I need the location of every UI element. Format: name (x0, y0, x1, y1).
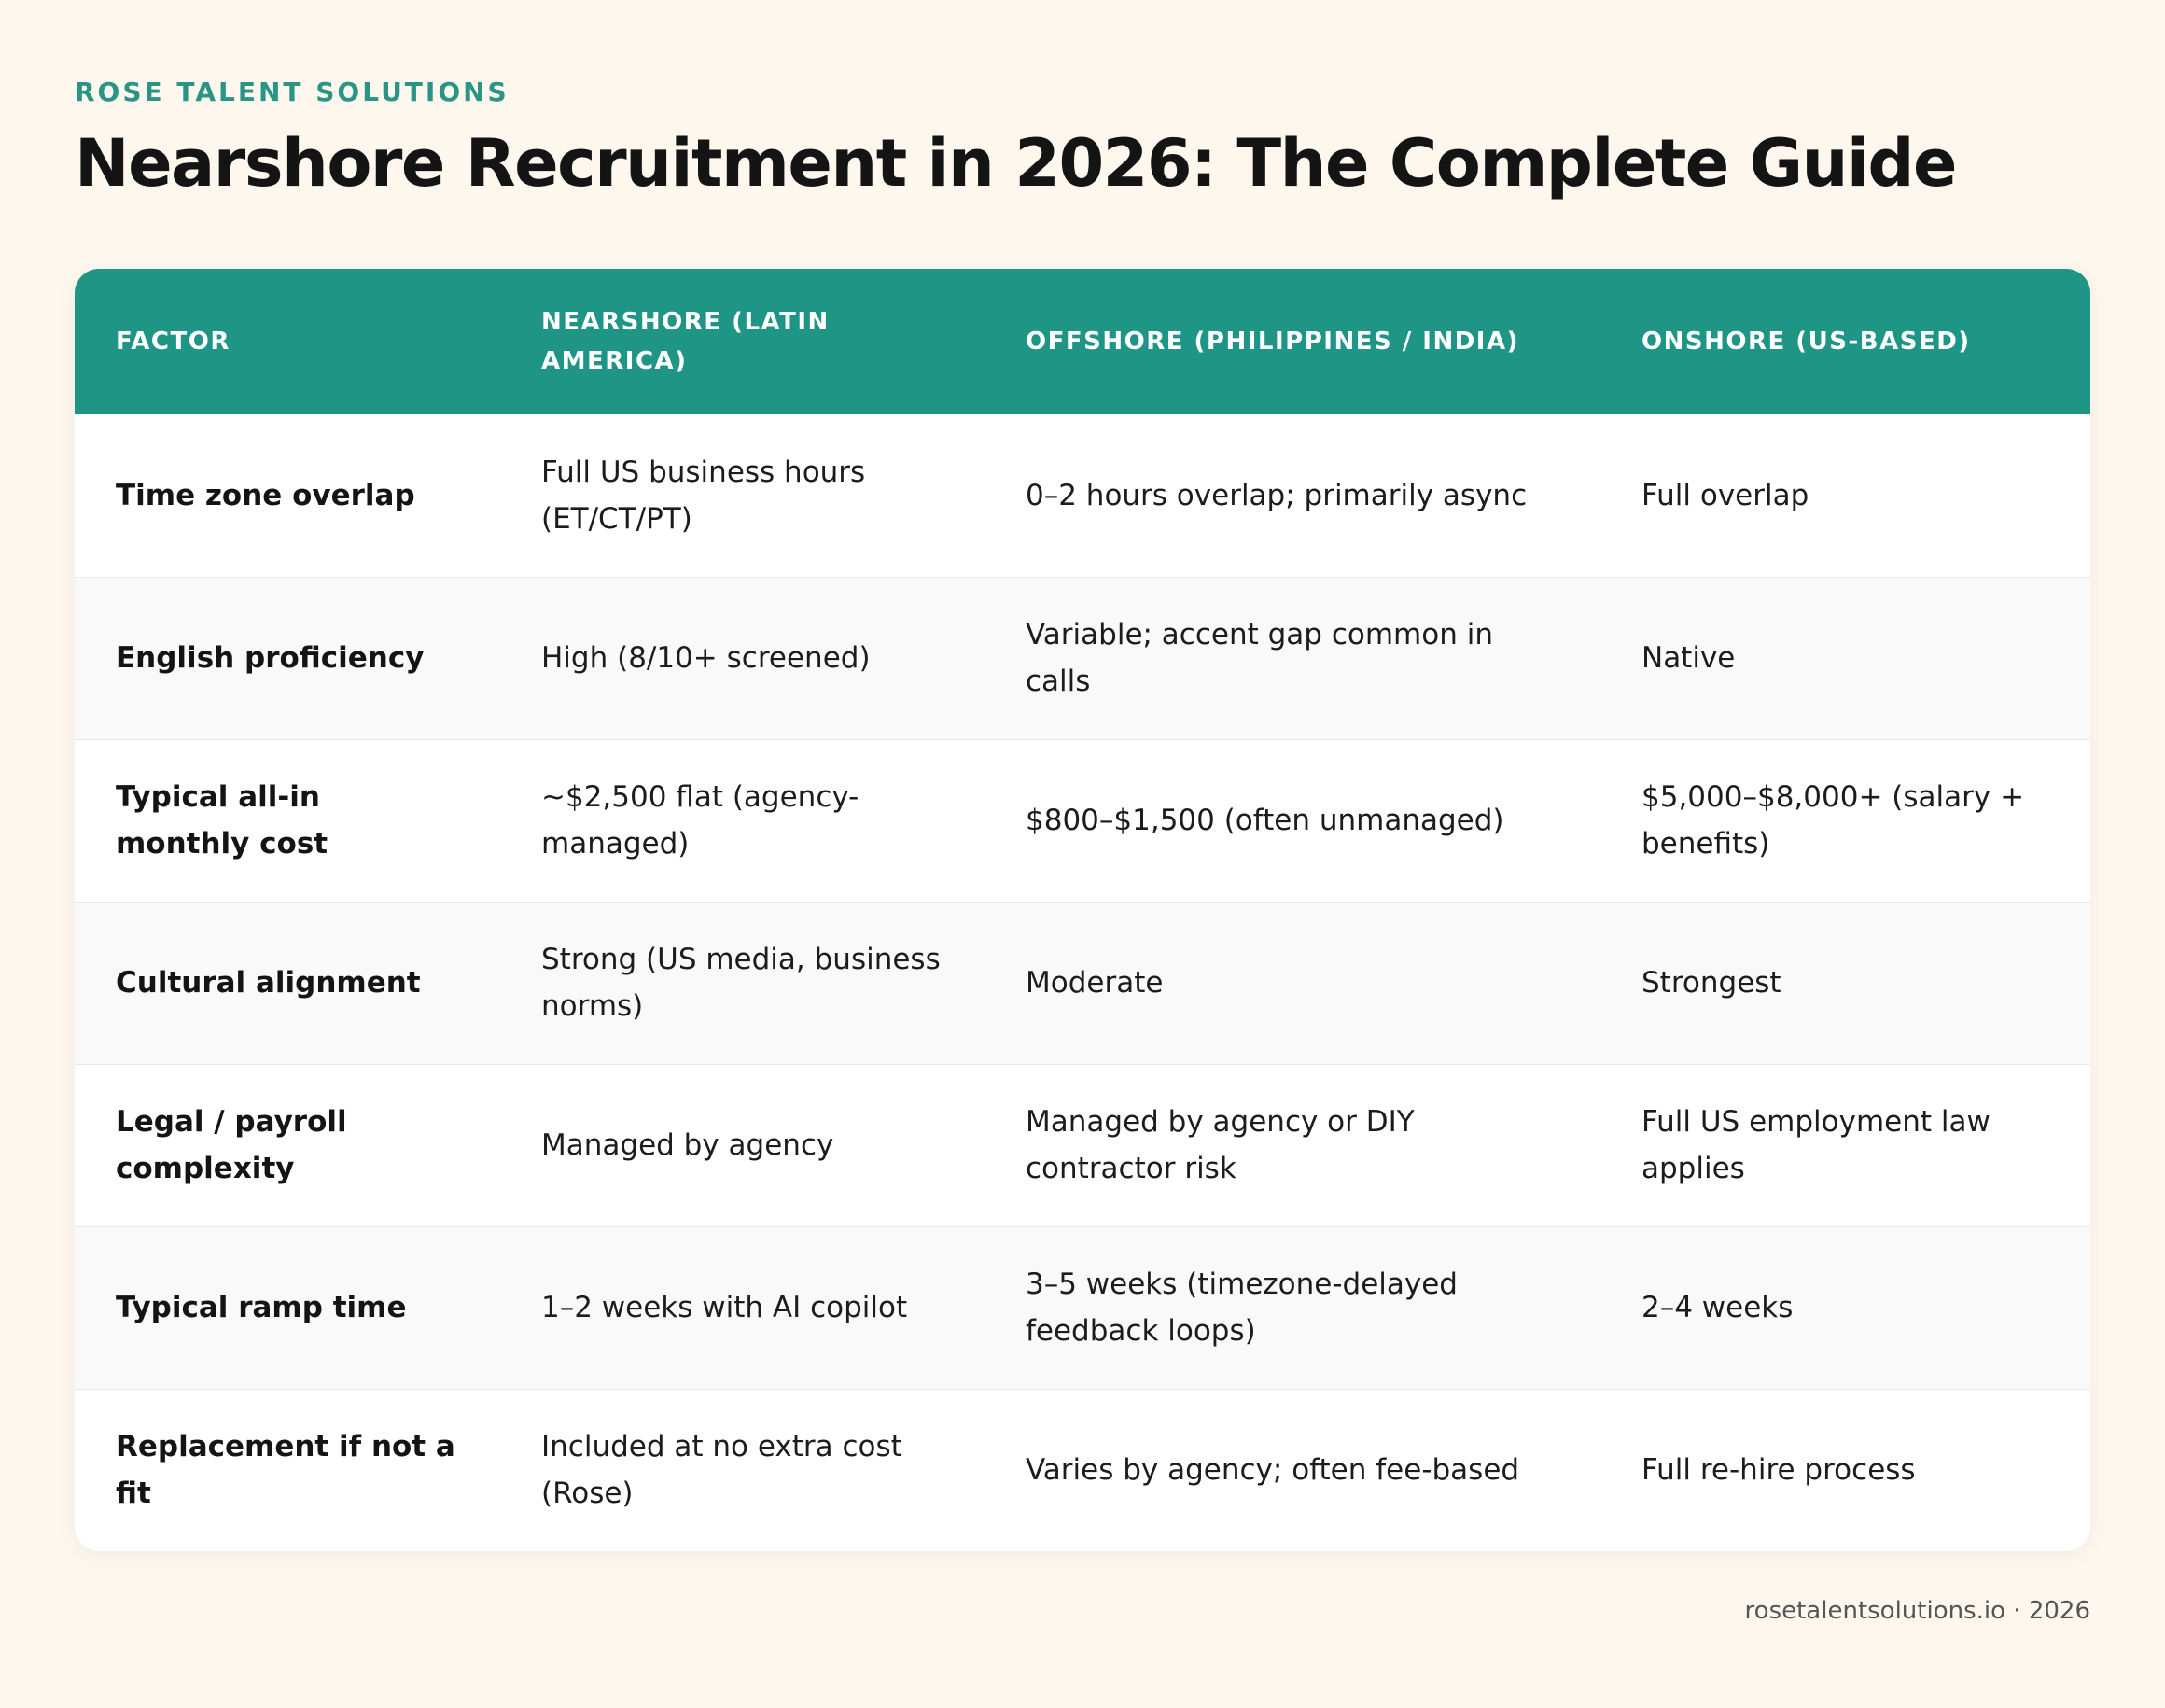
offshore-cell: $800–$1,500 (often unmanaged) (1026, 804, 1504, 837)
page-title: Nearshore Recruitment in 2026: The Complete Guide (75, 125, 1957, 202)
column-header-nearshore: NEARSHORE (LATIN AMERICA) (541, 308, 830, 375)
nearshore-cell: Strong (US media, business norms) (541, 943, 941, 1023)
onshore-cell: 2–4 weeks (1641, 1291, 1794, 1324)
onshore-cell: Full re-hire process (1641, 1453, 1916, 1488)
offshore-cell: 0–2 hours overlap; primarily async (1026, 478, 1528, 512)
factor-cell: Replacement if not a fit (116, 1430, 455, 1511)
nearshore-cell: High (8/10+ screened) (541, 641, 871, 675)
comparison-table (75, 269, 2090, 1551)
onshore-cell: Strongest (1641, 966, 1781, 1000)
table-row (75, 902, 2090, 1064)
factor-cell: Cultural alignment (116, 966, 421, 1000)
table-row (75, 414, 2090, 577)
table-header-row (75, 269, 2090, 414)
offshore-cell: Variable; accent gap common in calls (1026, 618, 1493, 698)
factor-cell: Typical all-in monthly cost (116, 780, 328, 861)
column-header-onshore: ONSHORE (US-BASED) (1641, 328, 1971, 356)
onshore-cell: Full overlap (1641, 478, 1809, 512)
nearshore-cell: ~$2,500 flat (agency-managed) (541, 780, 859, 861)
onshore-cell: Full US employment law applies (1641, 1105, 1990, 1185)
factor-cell: Legal / payroll complexity (116, 1105, 347, 1185)
brand-label: ROSE TALENT SOLUTIONS (75, 77, 510, 107)
comparison-table-card (75, 269, 2090, 1551)
table-row (75, 1226, 2090, 1389)
nearshore-cell: 1–2 weeks with AI copilot (541, 1291, 908, 1324)
column-header-offshore: OFFSHORE (PHILIPPINES / INDIA) (1026, 328, 1519, 356)
table-row (75, 577, 2090, 739)
column-header-factor: FACTOR (116, 328, 230, 356)
offshore-cell: Managed by agency or DIY contractor risk (1026, 1105, 1415, 1185)
factor-cell: English proficiency (116, 641, 425, 675)
nearshore-cell: Full US business hours (ET/CT/PT) (541, 455, 866, 536)
table-row (75, 739, 2090, 902)
offshore-cell: Moderate (1026, 966, 1164, 1000)
footer-credit: rosetalentsolutions.io · 2026 (1744, 1597, 2090, 1625)
onshore-cell: Native (1641, 641, 1736, 675)
factor-cell: Time zone overlap (116, 478, 415, 512)
offshore-cell: 3–5 weeks (timezone-delayed feedback loops) (1026, 1267, 1458, 1348)
offshore-cell: Varies by agency; often fee-based (1026, 1453, 1520, 1488)
table-row (75, 1064, 2090, 1226)
table-row (75, 1389, 2090, 1551)
nearshore-cell: Included at no extra cost (Rose) (541, 1430, 902, 1511)
onshore-cell: $5,000–$8,000+ (salary + benefits) (1641, 780, 2025, 861)
factor-cell: Typical ramp time (116, 1291, 407, 1324)
nearshore-cell: Managed by agency (541, 1128, 834, 1162)
